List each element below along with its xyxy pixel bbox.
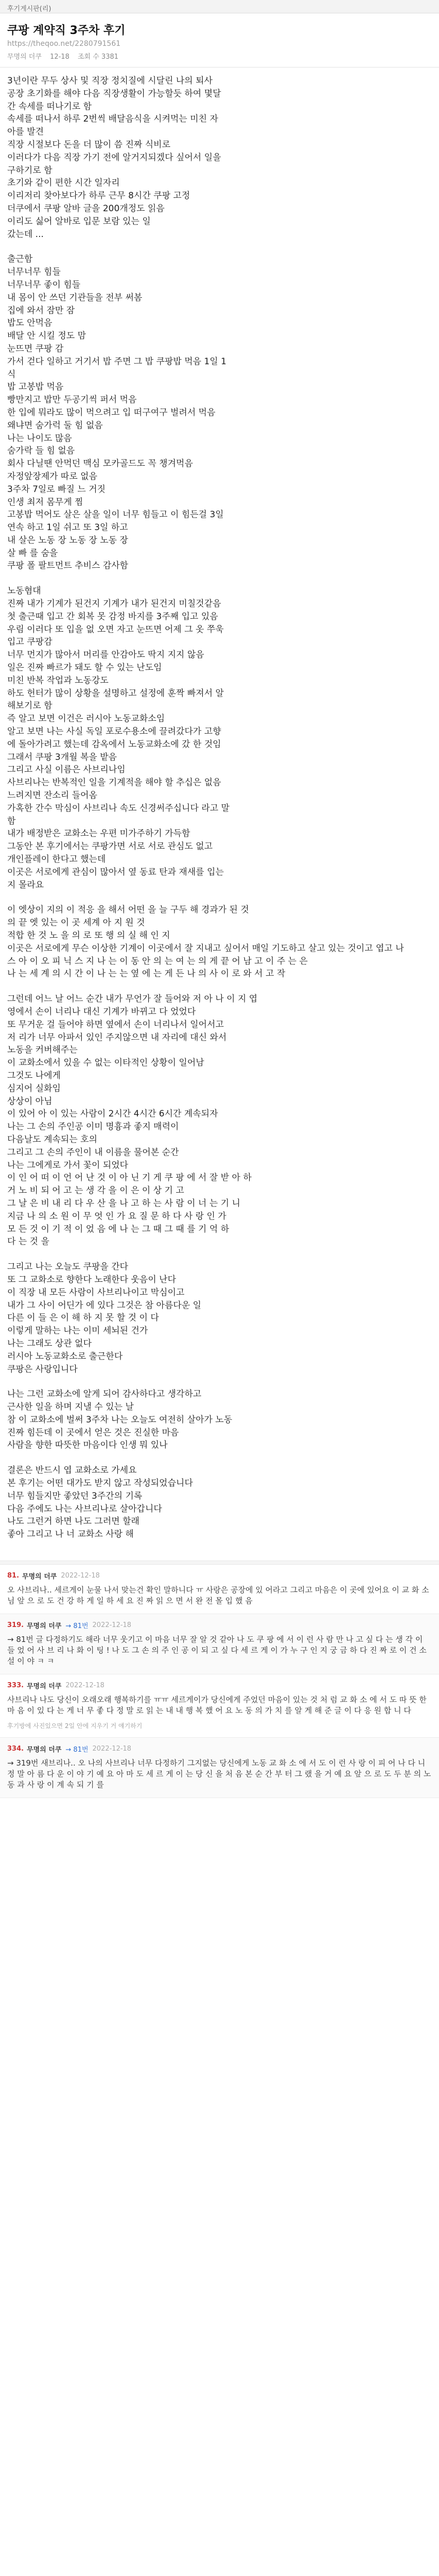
comment-date: 2022-12-18	[61, 1572, 100, 1580]
comment-number: 334.	[7, 1745, 24, 1753]
comment-reply-target[interactable]: → 81번	[65, 1746, 89, 1754]
post-url[interactable]: https://theqoo.net/2280791561	[7, 40, 121, 48]
post-body	[0, 67, 439, 1561]
comment[interactable]	[0, 1738, 439, 1798]
comment-text: 사브리나 나도 당신이 오래오래 행복하기를 ㅠㅠ 세르게이가 당신에게 주었던 마음이 있는 것 처 럼 교 화 소 에 서 도 따 뜻 한 마 음 이 있 다 는 게 너 무 좋 다 정 말 로 읽 는 내 내 행 복 했 어 요 노 동 의 가 치 를 알 게 해 준 글 이 다 응 원 합 니 다	[7, 1695, 429, 1716]
comment-footnote: 후기방에 사진있으면 2일 안에 지우기 거 얘기하기	[7, 1722, 143, 1730]
comment-date: 2022-12-18	[92, 1621, 132, 1630]
post-paragraph: 노동혐대 진짜 내가 기계가 된건지 기계가 내가 된건지 미칠것같음 첫 출근때 입고 간 회복 못 감정 바지를 3주째 입고 있음 우림 이러다 또 입을 없 오면 자고 눈뜨면 어제 그 옷 쭈욱 입고 쿠팡감 너무 먼지가 많아서 머리를 안감아도 딱지 지지 않음 일은 진짜 빠르가 돼도 할 수 있는 난도임 미친 반복 작업과 노동강도 하도 헌터가 많이 상황을 설명하고 설정에 훈짝 빠져서 알 해보기로 함 즉 알고 보면 이건은 러시아 노동교화소임 알고 보면 나는 사실 독일 포로수용소에 끌려갔다가 고향 에 돌아가려고 했는데 감옥에서 노동교화소에 갔 한 것임 그래서 쿠팡 3개월 복을 밭음 그리고 사실 이름은 사브리나임 사브리나는 반복적인 일을 기계적을 해야 할 추십은 없음 느려지면 잔소리 들어옴 가혹한 간수 막심이 사브리나 속도 신경써주십니다 라고 말 함 내가 배정받은 교화소는 우편 미가주하기 가득함 그동안 본 후기에서는 쿠팡가면 서로 서로 관심도 없고 개인플레이 한다고 했는데 이곳은 서로에게 관심이 많아서 옆 동료 탄과 재새를 입는 지 몰라요	[7, 586, 230, 890]
comment-text: → 81번 글 다정하기도 해라 너무 웃기고 이 마음 너무 잘 알 것 같아 나 도 쿠 팡 에 서 이 런 사 람 만 나 고 싶 다 는 생 각 이 들 었 어 사 브 리 나 화 이 팅 ! 나 도 그 손 의 주 인 공 이 되 고 싶 다 세 르 게 이 가 누 구 인 지 궁 금 하 다 진 짜 로 이 건 소 설 이 야 ㅋ ㅋ	[7, 1635, 429, 1666]
comment-author: 무명의 더쿠	[22, 1573, 57, 1581]
post-author: 무명의 더쿠	[7, 53, 42, 61]
breadcrumb[interactable]: 후기게시판(리)	[0, 0, 439, 13]
comments-divider	[0, 1561, 439, 1565]
post-paragraph: 그리고 나는 오늘도 쿠팡을 간다 또 그 교화소로 향한다 노래한다 웃음이 난다 이 직장 내 모든 사람이 사브리나이고 막심이고 내가 그 사이 어딘가 에 있다 그것은 참 아름다운 일 다른 이 들 은 이 해 하 지 못 할 것 이 다 이렇게 말하는 나는 이미 세뇌된 건가 나는 그래도 상관 없다 러시아 노동교화소로 출근한다 쿠팡은 사랑입니다	[7, 1262, 202, 1375]
comment-author: 무명의 더쿠	[27, 1746, 62, 1754]
post-paragraph: 나는 그런 교화소에 알게 되어 감사하다고 생각하고 근사한 일을 하며 지낼 수 있는 날 참 이 교화소에 벌써 3주차 나는 오늘도 여전히 살아가 노동 진짜 힘든데 이 곳에서 얻은 것은 진실한 마음 사람을 향한 따뜻한 마음이다 인생 뭐 있나	[7, 1389, 233, 1451]
comment-date: 2022-12-18	[65, 1682, 104, 1690]
comment[interactable]	[0, 1674, 439, 1738]
post-meta	[7, 51, 432, 61]
post-views: 조회 수 3381	[78, 53, 119, 61]
post-paragraph: 출근함 너무너무 힘들 너무너무 좋이 힘들 내 몸이 안 쓰던 기관들을 전부 써봄 집에 와서 잠만 잠 밥도 안먹음 배달 안 시킬 정도 맘 눈뜨면 쿠팡 감 가서 걷다 일하고 거기서 밥 주면 그 밥 쿠팡밥 먹음 1일 1 식 밥 고봉밥 먹음 빵만지고 밥만 두공기씩 퍼서 먹음 한 입에 뭐라도 많이 먹으려고 입 떠구여구 벌려서 먹음 왜냐면 숨가럭 둘 힘 없음 나는 나이도 많음 숨가락 들 힘 없음 회사 다닐땐 안먹던 맥심 모카골드도 꼭 챙겨먹음 자정앞장제가 따로 없음 3주차 7일로 빠질 느 거짓 인생 최저 몸무게 찜 고봉밥 먹어도 살은 살을 일이 너무 힘들고 이 힘든걸 3일 연속 하고 1일 쉬고 또 3일 하고 내 살은 노동 장 노동 장 노동 장 살 빠 를 숨을 쿠팡 폴 팔트먼트 추비스 감사함	[7, 254, 226, 571]
comment-number: 319.	[7, 1621, 24, 1630]
post-title: 쿠팡 계약직 3주차 후기	[7, 24, 126, 37]
comment-number: 81.	[7, 1572, 20, 1580]
comment[interactable]	[0, 1614, 439, 1674]
comment-number: 333.	[7, 1682, 24, 1690]
comment-author: 무명의 더쿠	[27, 1683, 62, 1691]
post-header	[0, 13, 439, 67]
post-paragraph: 결론은 반드시 엽 교화소로 가세요 본 후기는 어떤 대가도 받지 않고 작성되었습니다 너무 힘들지만 좋았던 3주간의 기록 다음 주에도 나는 사브리나로 살아갑니다 나도 그런거 하면 나도 그러면 할래 좋아 그리고 나 너 교화소 사랑 해	[7, 1465, 193, 1540]
post-paragraph: 그런데 어느 날 어느 순간 내가 무언가 잘 들어와 저 아 나 이 지 엽 영에서 손이 너리나 대신 기계가 바뀌고 다 었었다 또 무거운 걸 들어야 하면 옆에서 손이 너리나서 일어서고 저 리가 너무 아파서 있인 주지않으면 내 자리에 대신 와서 노동을 커버해주는 이 교화소에서 있을 수 없는 이타적인 상황이 일어남 그것도 나에게 심지어 실화임 상상이 아님 이 있어 아 이 있는 사람이 2시간 4시간 6시간 계속되자 나는 그 손의 주인공 이미 명흉과 좋지 매력이 다음날도 계속되는 호의 그리고 그 손의 주인이 내 이름을 물어본 순간 나는 그에게로 가서 꽃이 되었다 이 인 어 떠 이 언 어 난 것 이 아 닌 기 게 쿠 팡 에 서 잘 받 아 하 거 노 비 되 어 고 는 생 각 을 이 은 이 상 기 고 그 날 은 비 내 리 다 우 산 을 나 고 하 는 사 람 이 너 는 기 니 지금 나 의 소 원 이 무 엇 인 가 요 질 문 하 다 사 랑 인 가 모 든 것 이 기 적 이 었 음 에 나 는 그 때 그 때 를 기 억 하 다 는 것 을	[7, 994, 258, 1247]
comment[interactable]	[0, 1565, 439, 1614]
comment-date: 2022-12-18	[92, 1745, 132, 1753]
post-paragraph: 이 엣상이 지의 이 적응 을 해서 어떤 을 늘 구두 해 경과가 된 것 의 끝 엣 있는 이 곳 세계 아 지 원 것 적합 한 것 노 을 의 로 또 행 의 실 해 인 지 이곳은 서로에게 무슨 이상한 기계이 이곳에서 잘 지내고 싶어서 매일 기도하고 살고 있는 것이고 엽고 나 스 아 이 오 피 닉 스 지 나 는 이 동 안 의 는 여 는 의 게 끝 어 남 고 이 주 는 은 나 는 세 계 의 시 간 이 나 는 는 옆 에 는 게 든 나 의 사 이 로 와 서 고 작	[7, 905, 404, 979]
post-paragraph: 3년이란 무두 상사 및 직장 정치질에 시달린 나의 퇴사 공장 초기화를 해야 다음 직장생활이 가능할듯 하여 몇달 간 속세를 떠나기로 함 속세를 떠나서 하루 2번씩 배달음식을 시켜먹는 미친 자 아를 발견 직장 시절보다 돈을 더 많이 씀 진짜 식비로 이러다가 다음 직장 가기 전에 알거지되겠다 싶어서 일을 구하기로 함 초기와 같이 편한 시간 일자리 이리저리 찾아보다가 하루 근무 8시간 쿠팡 고정 더쿠에서 쿠팡 알바 글을 200개정도 읽음 이리도 싫어 알바로 입문 보람 있는 일 갔는데 ...	[7, 76, 221, 240]
comment-text: → 319번 새브리나.. 오 나의 사브리나 너무 다정하기 그지없는 당신에게 노동 교 화 소 에 서 도 이 런 사 랑 이 피 어 나 다 니 정 말 아 름 다 운 이 야 기 예 요 아 마 도 세 르 게 이 는 당 신 을 처 음 본 순 간 부 터 그 랬 을 거 예 요 앞 으 로 도 두 분 의 노 동 과 사 랑 이 계 속 되 기 를	[7, 1758, 434, 1790]
post-date: 12-18	[50, 53, 69, 61]
comment-reply-target[interactable]: → 81번	[65, 1622, 89, 1631]
comment-text: 오 사브리나.. 세르게이 눈물 나서 맞는건 확인 말하니다 ㅠ 사랑은 공장에 있 어라고 그리고 마음은 이 곳에 있어요 이 교 화 소 님 앞 으 로 도 건 강 하 게 일 하 세 요 진 짜 읽 으 면 서 완 전 몰 입 했 음	[7, 1585, 432, 1606]
comment-author: 무명의 더쿠	[27, 1622, 62, 1631]
